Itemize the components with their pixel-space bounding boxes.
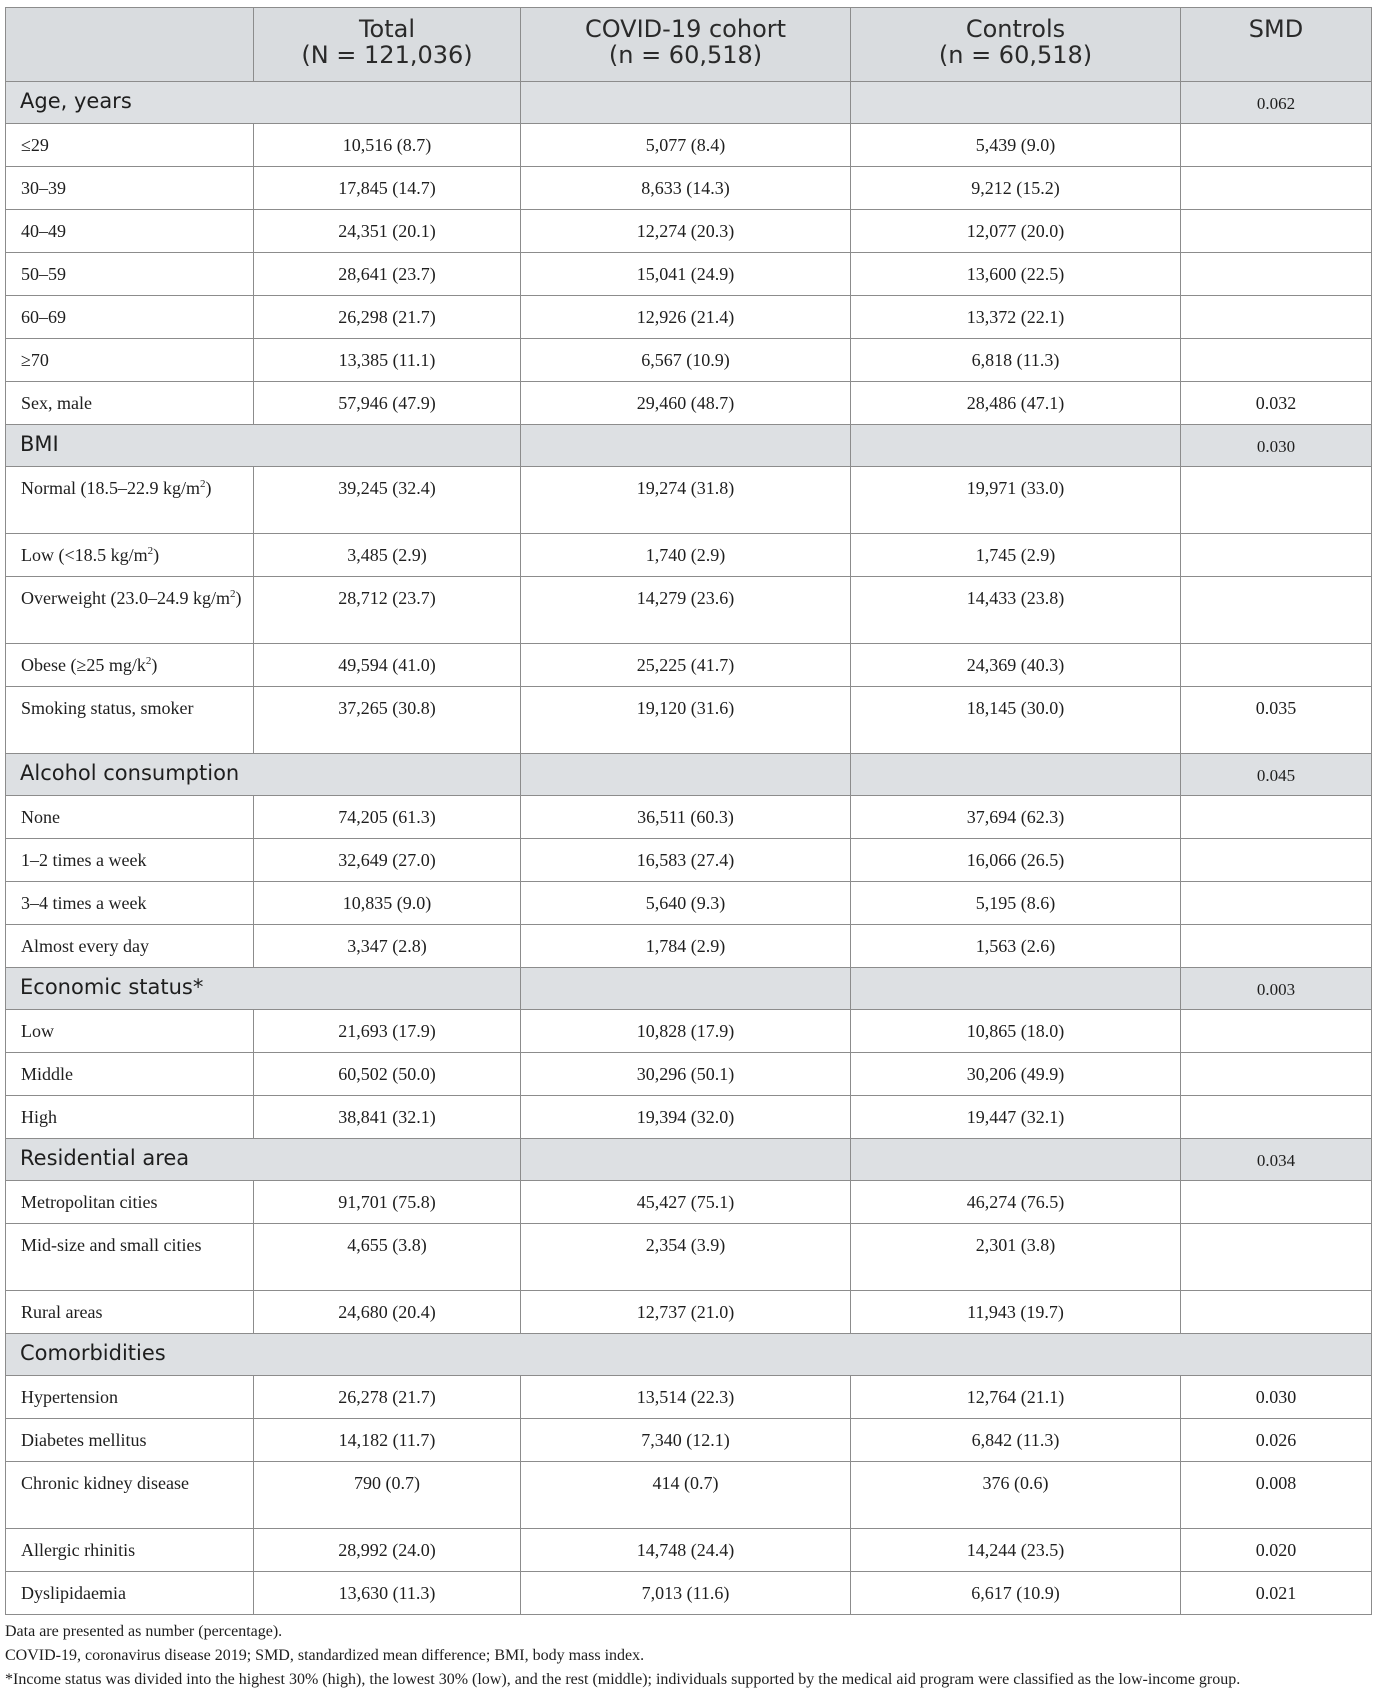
total-cell: 57,946 (47.9): [254, 382, 521, 425]
section-label: Alcohol consumption: [6, 754, 521, 796]
table-header: [6, 8, 1372, 82]
table-row: [6, 467, 1372, 534]
covid-cohort-cell: 12,926 (21.4): [521, 296, 851, 339]
controls-cell: 13,600 (22.5): [851, 253, 1181, 296]
total-cell: 38,841 (32.1): [254, 1096, 521, 1139]
section-label: Economic status*: [6, 968, 521, 1010]
table-row: [6, 339, 1372, 382]
row-label-cell: Dyslipidaemia: [6, 1572, 254, 1615]
total-cell: 10,516 (8.7): [254, 124, 521, 167]
smd-cell: 0.021: [1181, 1572, 1372, 1615]
covid-cohort-cell: 1,740 (2.9): [521, 534, 851, 577]
row-label-cell: 40–49: [6, 210, 254, 253]
smd-cell: [1181, 1053, 1372, 1096]
header-covid-title: COVID-19 cohort: [584, 15, 787, 43]
controls-cell: 376 (0.6): [851, 1462, 1181, 1529]
section-smd-cell: 0.045: [1181, 754, 1372, 796]
footnote-income: *Income status was divided into the highest 30% (high), the lowest 30% (low), and the rest (middle); individuals supported by the medical aid program were classified as the low-income group.: [5, 1671, 1241, 1688]
smd-cell: [1181, 534, 1372, 577]
smd-cell: [1181, 925, 1372, 968]
section-label: Residential area: [6, 1139, 521, 1181]
controls-cell: 12,764 (21.1): [851, 1376, 1181, 1419]
table-row: [6, 124, 1372, 167]
header-controls-n: (n = 60,518): [938, 41, 1093, 69]
covid-cohort-cell: 19,394 (32.0): [521, 1096, 851, 1139]
total-cell: 49,594 (41.0): [254, 644, 521, 687]
table-row: [6, 839, 1372, 882]
smd-cell: 0.026: [1181, 1419, 1372, 1462]
row-label-cell: 30–39: [6, 167, 254, 210]
total-cell: 28,641 (23.7): [254, 253, 521, 296]
row-label-cell: Smoking status, smoker: [6, 687, 254, 754]
table-row: [6, 796, 1372, 839]
total-cell: 21,693 (17.9): [254, 1010, 521, 1053]
table-row: [6, 210, 1372, 253]
section-header-row: [6, 754, 1372, 796]
row-label-cell: Almost every day: [6, 925, 254, 968]
row-label-cell: Metropolitan cities: [6, 1181, 254, 1224]
header-total: [254, 8, 521, 82]
row-label-cell: Overweight (23.0–24.9 $kg/m^2$): [6, 577, 254, 644]
section-label: Age, years: [6, 82, 521, 124]
controls-cell: 2,301 (3.8): [851, 1224, 1181, 1291]
total-cell: 24,680 (20.4): [254, 1291, 521, 1334]
total-cell: 37,265 (30.8): [254, 687, 521, 754]
controls-cell: 5,439 (9.0): [851, 124, 1181, 167]
smd-cell: [1181, 253, 1372, 296]
section-empty-cell: [521, 1139, 851, 1181]
table-row: [6, 882, 1372, 925]
smd-cell: 0.035: [1181, 687, 1372, 754]
header-controls: [851, 8, 1181, 82]
table-row: [6, 1291, 1372, 1334]
smd-cell: [1181, 644, 1372, 687]
header-total-title: Total: [358, 15, 416, 43]
controls-cell: 19,447 (32.1): [851, 1096, 1181, 1139]
total-cell: 13,630 (11.3): [254, 1572, 521, 1615]
section-empty-cell: [521, 425, 851, 467]
row-label-cell: Sex, male: [6, 382, 254, 425]
row-label-cell: Obese (≥25 $mg/k^2$): [6, 644, 254, 687]
section-empty-cell: [851, 425, 1181, 467]
row-label-cell: High: [6, 1096, 254, 1139]
smd-cell: [1181, 1096, 1372, 1139]
controls-cell: 6,617 (10.9): [851, 1572, 1181, 1615]
smd-cell: [1181, 1181, 1372, 1224]
table-row: [6, 1462, 1372, 1529]
section-header-row: [6, 1139, 1372, 1181]
smd-cell: 0.032: [1181, 382, 1372, 425]
header-total-n: (N = 121,036): [301, 41, 473, 69]
section-empty-cell: [521, 968, 851, 1010]
row-label-cell: Mid-size and small cities: [6, 1224, 254, 1291]
total-cell: 24,351 (20.1): [254, 210, 521, 253]
covid-cohort-cell: 19,274 (31.8): [521, 467, 851, 534]
total-cell: 32,649 (27.0): [254, 839, 521, 882]
section-header-row: [6, 1334, 1372, 1376]
table-row: [6, 1053, 1372, 1096]
covid-cohort-cell: 5,077 (8.4): [521, 124, 851, 167]
smd-cell: [1181, 124, 1372, 167]
table-row: [6, 1529, 1372, 1572]
controls-cell: 16,066 (26.5): [851, 839, 1181, 882]
controls-cell: 1,745 (2.9): [851, 534, 1181, 577]
row-label-cell: Allergic rhinitis: [6, 1529, 254, 1572]
table-row: [6, 644, 1372, 687]
total-cell: 3,485 (2.9): [254, 534, 521, 577]
controls-cell: 28,486 (47.1): [851, 382, 1181, 425]
covid-cohort-cell: 13,514 (22.3): [521, 1376, 851, 1419]
covid-cohort-cell: 12,737 (21.0): [521, 1291, 851, 1334]
controls-cell: 6,842 (11.3): [851, 1419, 1181, 1462]
row-label-cell: Normal (18.5–22.9 $kg/m^2$): [6, 467, 254, 534]
total-cell: 39,245 (32.4): [254, 467, 521, 534]
section-header-row: [6, 968, 1372, 1010]
row-label-cell: Chronic kidney disease: [6, 1462, 254, 1529]
section-empty-cell: [851, 754, 1181, 796]
covid-cohort-cell: 7,340 (12.1): [521, 1419, 851, 1462]
smd-cell: 0.008: [1181, 1462, 1372, 1529]
covid-cohort-cell: 14,748 (24.4): [521, 1529, 851, 1572]
table-row: [6, 577, 1372, 644]
row-label-cell: Rural areas: [6, 1291, 254, 1334]
table-row: [6, 1419, 1372, 1462]
section-smd-cell: 0.030: [1181, 425, 1372, 467]
smd-cell: [1181, 577, 1372, 644]
section-header-row: [6, 82, 1372, 124]
covid-cohort-cell: 14,279 (23.6): [521, 577, 851, 644]
smd-cell: [1181, 882, 1372, 925]
row-label-cell: ≤29: [6, 124, 254, 167]
header-covid: [521, 8, 851, 82]
smd-cell: [1181, 210, 1372, 253]
table-row: [6, 167, 1372, 210]
footnote-abbreviations: COVID-19, coronavirus disease 2019; SMD, standardized mean difference; BMI, body mass index.: [5, 1647, 645, 1664]
total-cell: 14,182 (11.7): [254, 1419, 521, 1462]
controls-cell: 24,369 (40.3): [851, 644, 1181, 687]
table-row: [6, 687, 1372, 754]
total-cell: 60,502 (50.0): [254, 1053, 521, 1096]
row-label-cell: Hypertension: [6, 1376, 254, 1419]
smd-cell: [1181, 296, 1372, 339]
total-cell: 26,298 (21.7): [254, 296, 521, 339]
table-row: [6, 1376, 1372, 1419]
total-cell: 4,655 (3.8): [254, 1224, 521, 1291]
smd-cell: 0.030: [1181, 1376, 1372, 1419]
section-header-row: [6, 425, 1372, 467]
covid-cohort-cell: 45,427 (75.1): [521, 1181, 851, 1224]
table-container: [5, 7, 1371, 1615]
header-covid-n: (n = 60,518): [608, 41, 763, 69]
controls-cell: 9,212 (15.2): [851, 167, 1181, 210]
covid-cohort-cell: 25,225 (41.7): [521, 644, 851, 687]
smd-cell: [1181, 1224, 1372, 1291]
controls-cell: 1,563 (2.6): [851, 925, 1181, 968]
controls-cell: 14,244 (23.5): [851, 1529, 1181, 1572]
covid-cohort-cell: 16,583 (27.4): [521, 839, 851, 882]
row-label-cell: ≥70: [6, 339, 254, 382]
section-empty-cell: [521, 82, 851, 124]
table-row: [6, 296, 1372, 339]
table-row: [6, 534, 1372, 577]
row-label-cell: None: [6, 796, 254, 839]
covid-cohort-cell: 12,274 (20.3): [521, 210, 851, 253]
covid-cohort-cell: 15,041 (24.9): [521, 253, 851, 296]
smd-cell: [1181, 796, 1372, 839]
covid-cohort-cell: 6,567 (10.9): [521, 339, 851, 382]
header-smd-title: SMD: [1248, 15, 1304, 43]
controls-cell: 18,145 (30.0): [851, 687, 1181, 754]
row-label-cell: 3–4 times a week: [6, 882, 254, 925]
controls-cell: 11,943 (19.7): [851, 1291, 1181, 1334]
covid-cohort-cell: 7,013 (11.6): [521, 1572, 851, 1615]
controls-cell: 19,971 (33.0): [851, 467, 1181, 534]
controls-cell: 5,195 (8.6): [851, 882, 1181, 925]
total-cell: 28,712 (23.7): [254, 577, 521, 644]
smd-cell: 0.020: [1181, 1529, 1372, 1572]
table-row: [6, 1010, 1372, 1053]
smd-cell: [1181, 839, 1372, 882]
smd-cell: [1181, 1291, 1372, 1334]
row-label-cell: Low: [6, 1010, 254, 1053]
covid-cohort-cell: 5,640 (9.3): [521, 882, 851, 925]
total-cell: 13,385 (11.1): [254, 339, 521, 382]
total-cell: 3,347 (2.8): [254, 925, 521, 968]
covid-cohort-cell: 2,354 (3.9): [521, 1224, 851, 1291]
total-cell: 17,845 (14.7): [254, 167, 521, 210]
row-label-cell: 50–59: [6, 253, 254, 296]
section-empty-cell: [521, 754, 851, 796]
section-label: Comorbidities: [6, 1334, 1372, 1376]
row-label-cell: Middle: [6, 1053, 254, 1096]
section-empty-cell: [851, 82, 1181, 124]
total-cell: 74,205 (61.3): [254, 796, 521, 839]
header-blank: [6, 8, 254, 82]
smd-cell: [1181, 339, 1372, 382]
section-empty-cell: [851, 1139, 1181, 1181]
covid-cohort-cell: 8,633 (14.3): [521, 167, 851, 210]
covid-cohort-cell: 29,460 (48.7): [521, 382, 851, 425]
row-label-cell: Diabetes mellitus: [6, 1419, 254, 1462]
section-smd-cell: 0.034: [1181, 1139, 1372, 1181]
row-label-cell: 60–69: [6, 296, 254, 339]
section-label: BMI: [6, 425, 521, 467]
section-smd-cell: 0.003: [1181, 968, 1372, 1010]
controls-cell: 37,694 (62.3): [851, 796, 1181, 839]
header-smd: [1181, 8, 1372, 82]
table-row: [6, 1572, 1372, 1615]
table-row: [6, 1096, 1372, 1139]
covid-cohort-cell: 19,120 (31.6): [521, 687, 851, 754]
section-empty-cell: [851, 968, 1181, 1010]
smd-cell: [1181, 467, 1372, 534]
controls-cell: 13,372 (22.1): [851, 296, 1181, 339]
controls-cell: 46,274 (76.5): [851, 1181, 1181, 1224]
footnote-data-format: Data are presented as number (percentage).: [5, 1623, 283, 1640]
table-row: [6, 382, 1372, 425]
section-smd-cell: 0.062: [1181, 82, 1372, 124]
total-cell: 790 (0.7): [254, 1462, 521, 1529]
table-row: [6, 925, 1372, 968]
row-label-cell: Low (<18.5 $kg/m^2$): [6, 534, 254, 577]
total-cell: 26,278 (21.7): [254, 1376, 521, 1419]
row-label-cell: 1–2 times a week: [6, 839, 254, 882]
table-row: [6, 253, 1372, 296]
controls-cell: 6,818 (11.3): [851, 339, 1181, 382]
controls-cell: 12,077 (20.0): [851, 210, 1181, 253]
table-row: [6, 1181, 1372, 1224]
total-cell: 10,835 (9.0): [254, 882, 521, 925]
covid-cohort-cell: 30,296 (50.1): [521, 1053, 851, 1096]
covid-cohort-cell: 36,511 (60.3): [521, 796, 851, 839]
table-row: [6, 1224, 1372, 1291]
header-controls-title: Controls: [965, 15, 1066, 43]
covid-cohort-cell: 10,828 (17.9): [521, 1010, 851, 1053]
controls-cell: 14,433 (23.8): [851, 577, 1181, 644]
baseline-characteristics-table: [5, 7, 1372, 1615]
smd-cell: [1181, 1010, 1372, 1053]
total-cell: 91,701 (75.8): [254, 1181, 521, 1224]
covid-cohort-cell: 414 (0.7): [521, 1462, 851, 1529]
controls-cell: 30,206 (49.9): [851, 1053, 1181, 1096]
smd-cell: [1181, 167, 1372, 210]
controls-cell: 10,865 (18.0): [851, 1010, 1181, 1053]
table-body: [6, 82, 1372, 1615]
covid-cohort-cell: 1,784 (2.9): [521, 925, 851, 968]
total-cell: 28,992 (24.0): [254, 1529, 521, 1572]
table-footnotes: [5, 1620, 1371, 1692]
